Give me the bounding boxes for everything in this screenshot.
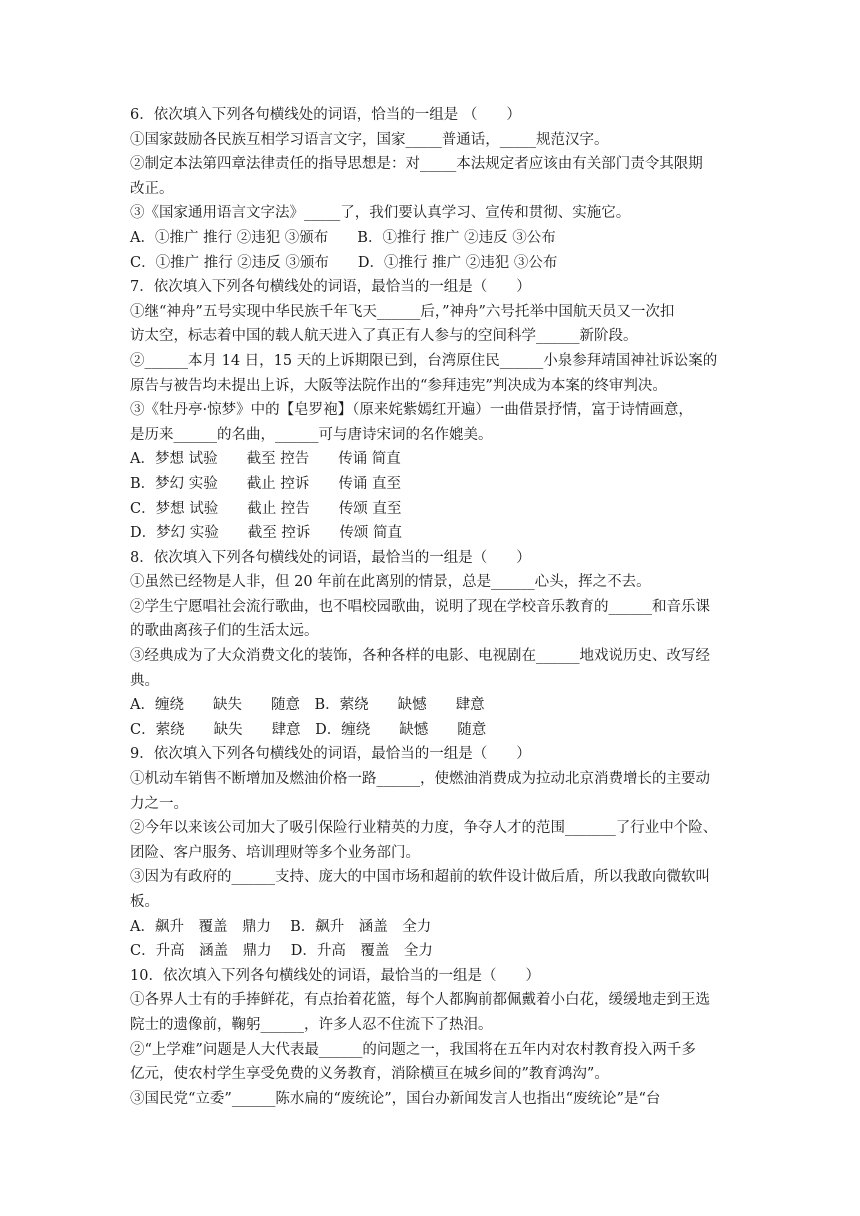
- text-line: C．①推广 推行 ②违反 ③颁布 D．①推行 推广 ②违犯 ③公布: [130, 254, 558, 271]
- text-line: 6．依次填入下列各句横线处的词语，恰当的一组是 （ ）: [130, 107, 521, 123]
- text-line: ③因为有政府的______支持、庞大的中国市场和超前的软件设计做后盾，所以我敢向微软叫: [130, 869, 710, 886]
- text-line: B．梦幻 实验 截止 控诉 传诵 直至: [130, 475, 401, 492]
- text-line: 力之一。: [130, 795, 188, 812]
- text-line: ③《国家通用语言文字法》_____了，我们要认真学习、宣传和贯彻、实施它。: [130, 205, 631, 222]
- text-line: ①机动车销售不断增加及燃油价格一路______，使燃油消费成为拉动北京消费增长的主要动: [130, 771, 710, 788]
- text-line: ③经典成为了大众消费文化的装饰，各种各样的电影、电视剧在______地戏说历史、改写经: [130, 648, 710, 665]
- text-line: 改正。: [130, 180, 174, 197]
- question-text-block: [130, 103, 742, 1111]
- text-line: C．升高 涵盖 鼎力 D．升高 覆盖 全力: [130, 943, 433, 960]
- text-line: A．①推广 推行 ②违犯 ③颁布 B．①推行 推广 ②违反 ③公布: [130, 229, 556, 246]
- text-line: 9．依次填入下列各句横线处的词语，最恰当的一组是（ ）: [130, 746, 531, 763]
- text-line: A．缠绕 缺失 随意 B．萦绕 缺憾 肆意: [130, 697, 485, 714]
- text-line: C．萦绕 缺失 肆意 D．缠绕 缺憾 随意: [130, 721, 487, 738]
- text-line: ②______本月 14 日，15 天的上诉期限已到，台湾原住民______小泉参拜靖国神社诉讼案的: [130, 352, 718, 369]
- text-line: ①继“神舟”五号实现中华民族千年飞天______后，”神舟”六号托举中国航天员又一次扣: [130, 303, 675, 320]
- text-line: ①国家鼓励各民族互相学习语言文字，国家_____普通话，_____规范汉字。: [130, 131, 609, 148]
- text-line: ②学生宁愿唱社会流行歌曲，也不唱校园歌曲，说明了现在学校音乐教育的______和音乐课: [130, 598, 710, 615]
- text-line: 访太空，标志着中国的载人航天进入了真正有人参与的空间科学______新阶段。: [130, 328, 638, 345]
- text-line: 亿元，使农村学生享受免费的义务教育，消除横亘在城乡间的”教育鸿沟”。: [130, 1066, 609, 1083]
- text-line: 院士的遗像前，鞠躬______，许多人忍不住流下了热泪。: [130, 1016, 493, 1033]
- text-line: 板。: [130, 894, 159, 910]
- text-line: D．梦幻 实验 截至 控诉 传颂 简直: [130, 525, 402, 542]
- text-line: C．梦想 试验 截止 控告 传颂 直至: [130, 500, 402, 517]
- text-line: 8．依次填入下列各句横线处的词语，最恰当的一组是（ ）: [130, 549, 531, 566]
- text-line: 7．依次填入下列各句横线处的词语，最恰当的一组是（ ）: [130, 279, 531, 296]
- text-line: ③《牡丹亭·惊梦》中的【皂罗袍】（原来姹紫嫣红开遍）一曲借景抒情，富于诗情画意，: [130, 402, 693, 419]
- text-line: 10．依次填入下列各句横线处的词语，最恰当的一组是（ ）: [130, 967, 540, 984]
- text-line: ①虽然已经物是人非，但 20 年前在此离别的情景，总是______心头，挥之不去。: [130, 574, 651, 591]
- text-line: ①各界人士有的手捧鲜花，有点抬着花篮，每个人都胸前都佩戴着小白花，缓缓地走到王选: [130, 992, 710, 1009]
- text-line: ②制定本法第四章法律责任的指导思想是：对_____本法规定者应该由有关部门责令其限期: [130, 156, 703, 173]
- text-line: 的歌曲离孩子们的生活太远。: [130, 623, 319, 640]
- text-line: ②今年以来该公司加大了吸引保险行业精英的力度，争夺人才的范围_______了行业中个险、: [130, 820, 718, 837]
- text-line: 是历来______的名曲，______可与唐诗宋词的名作媲美。: [130, 426, 493, 443]
- text-line: 团险、客户服务、培训理财等多个业务部门。: [130, 844, 420, 861]
- text-line: A．飙升 覆盖 鼎力 B．飙升 涵盖 全力: [130, 918, 432, 935]
- text-line: 典。: [130, 672, 159, 689]
- text-line: ③国民党“立委”______陈水扁的“废统论”，国台办新闻发言人也指出“废统论”是“台: [130, 1090, 661, 1107]
- text-line: 原告与被告均未提出上诉，大阪等法院作出的“参拜违宪”判决成为本案的终审判决。: [130, 377, 667, 394]
- text-line: ②“上学难”问题是人大代表最______的问题之一，我国将在五年内对农村教育投入两千多: [130, 1041, 696, 1058]
- text-line: A．梦想 试验 截至 控告 传诵 简直: [130, 451, 401, 468]
